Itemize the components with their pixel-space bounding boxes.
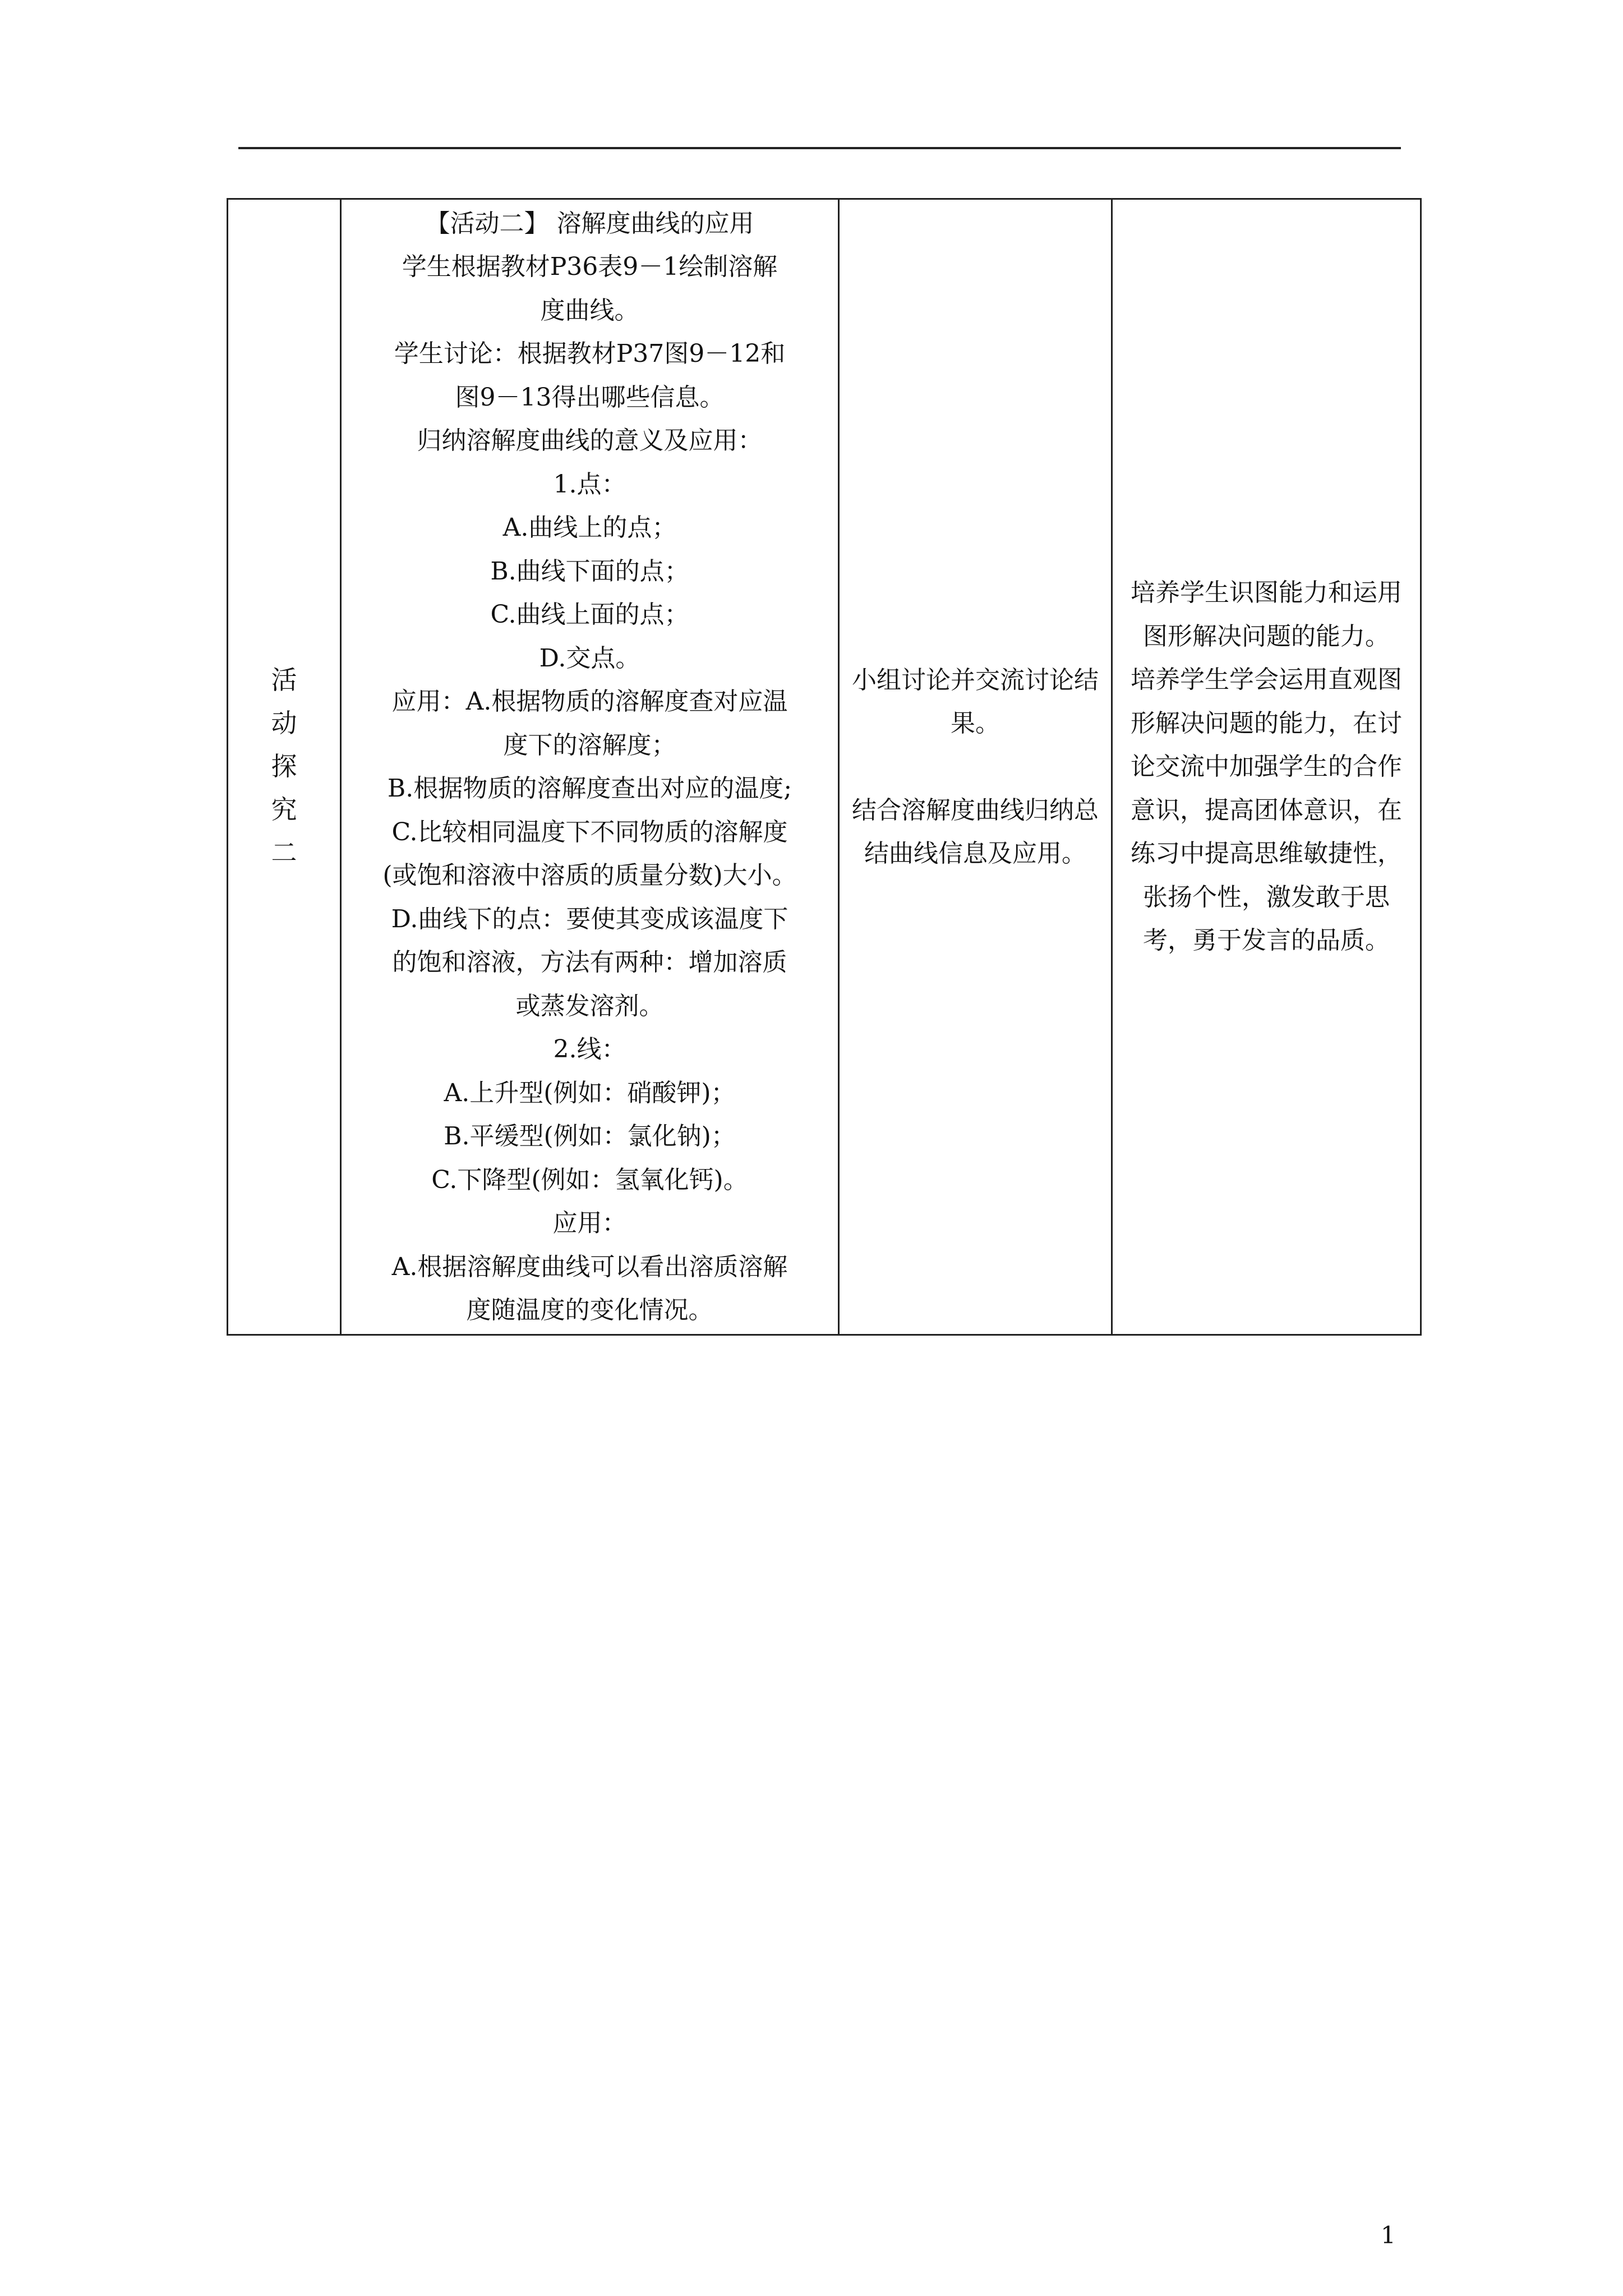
student-activity-cell [839, 199, 1112, 1335]
lesson-plan-table [227, 198, 1422, 1336]
design-intent-paragraph: 培养学生学会运用直观图形解决问题的能力，在讨论交流中加强学生的合作意识，提高团体意识，在练习中提高思维敏捷性，张扬个性，激发敢于思考，勇于发言的品质。 [1131, 665, 1402, 955]
teacher-line: 归纳溶解度曲线的意义及应用： [417, 426, 763, 455]
student-activity-paragraph: 小组讨论并交流讨论结果。 [852, 665, 1099, 738]
header-rule [238, 147, 1401, 149]
teacher-line: 【活动二】 溶解度曲线的应用 [425, 209, 754, 238]
design-intent-cell [1112, 199, 1421, 1335]
teacher-line: 1.点： [553, 470, 626, 499]
teacher-line: 度随温度的变化情况。 [466, 1296, 713, 1324]
teacher-line: 的饱和溶液，方法有两种：增加溶质 [392, 948, 787, 977]
page-number: 1 [1381, 2221, 1396, 2249]
teacher-line: 度曲线。 [540, 296, 639, 325]
teacher-line: D.交点。 [539, 643, 640, 673]
teacher-line: 2.线： [553, 1035, 626, 1064]
teacher-line: (或饱和溶液中溶质的质量分数)大小。 [382, 861, 797, 890]
teacher-line: B.根据物质的溶解度查出对应的温度; [387, 774, 792, 803]
teacher-line: B.曲线下面的点； [490, 556, 689, 586]
teacher-line: D.曲线下的点：要使其变成该温度下 [391, 904, 789, 933]
teacher-line: 图9－13得出哪些信息。 [455, 383, 725, 412]
paragraph-gap [840, 746, 1111, 789]
teacher-line: 学生根据教材P36表9－1绘制溶解 [402, 252, 778, 281]
teacher-activity-cell [341, 199, 839, 1335]
stage-cell [228, 199, 341, 1335]
table-row [228, 199, 1421, 1335]
teacher-line: 应用： [552, 1209, 627, 1237]
teacher-line: 度下的溶解度； [503, 730, 676, 760]
teacher-line: C.下降型(例如：氢氧化钙)。 [431, 1165, 748, 1194]
teacher-line: 或蒸发溶剂。 [515, 991, 664, 1020]
teacher-line: C.比较相同温度下不同物质的溶解度 [391, 817, 788, 846]
teacher-line: 应用：A.根据物质的溶解度查对应温 [391, 687, 788, 716]
teacher-line: C.曲线上面的点； [490, 600, 689, 629]
teacher-line: A.上升型(例如：硝酸钾)； [444, 1078, 736, 1107]
design-intent-paragraph: 培养学生识图能力和运用图形解决问题的能力。 [1131, 578, 1402, 651]
teacher-line: A.曲线上的点； [502, 513, 677, 542]
teacher-line: 学生讨论：根据教材P37图9－12和 [394, 339, 786, 368]
teacher-line: B.平缓型(例如：氯化钠)； [444, 1122, 736, 1151]
student-activity-paragraph: 结合溶解度曲线归纳总结曲线信息及应用。 [852, 795, 1099, 868]
teacher-line: A.根据溶解度曲线可以看出溶质溶解 [391, 1252, 788, 1281]
stage-label: 活动探究二 [271, 664, 297, 868]
